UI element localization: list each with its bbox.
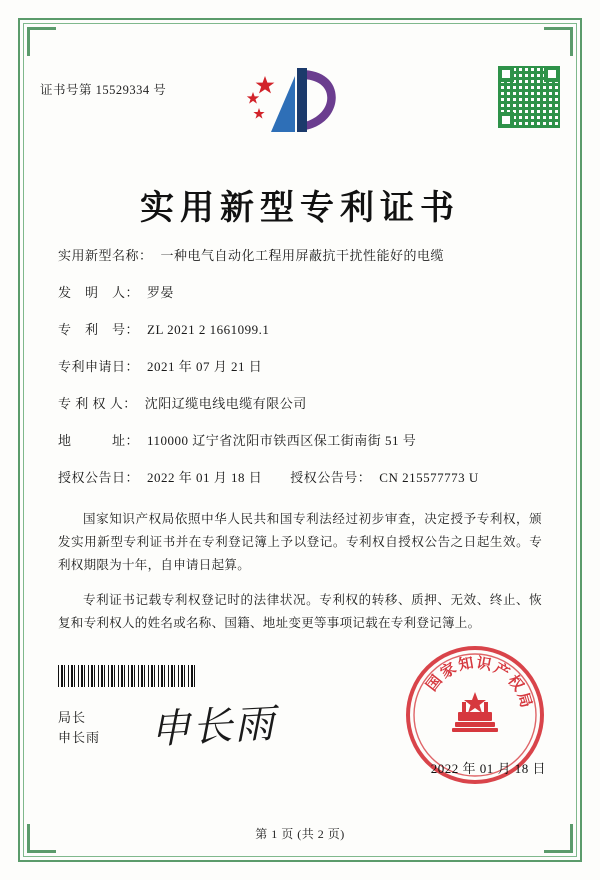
svg-text:权: 权: [504, 672, 527, 695]
field-value: 沈阳辽缆电线电缆有限公司: [144, 396, 307, 411]
legal-paragraph-2: 专利证书记载专利权登记时的法律状况。专利权的转移、质押、无效、终止、恢复和专利权人的姓名或名称、国籍、地址变更等事项记载在专利登记簿上。: [58, 593, 542, 630]
signature-block: [58, 708, 100, 748]
barcode-icon: [58, 665, 198, 687]
legal-text-block: [58, 495, 542, 639]
field-row-patentee: [58, 393, 542, 412]
field-row-application-date: [58, 356, 542, 375]
field-value: ZL 2021 2 1661099.1: [147, 322, 270, 337]
svg-text:识: 识: [475, 655, 493, 674]
field-label: 专 利 号：: [58, 322, 140, 337]
field-label: 专 利 权 人：: [58, 396, 137, 411]
certificate-content: [40, 40, 560, 840]
svg-text:家: 家: [438, 660, 460, 683]
field-value-grant-date: 2022 年 01 月 18 日: [147, 470, 263, 485]
legal-paragraph-1: 国家知识产权局依照中华人民共和国专利法经过初步审查，决定授予专利权，颁发实用新型专利证书并在专利登记簿上予以登记。专利权自授权公告之日起生效。专利权期限为十年，自申请日起算。: [58, 511, 542, 572]
svg-text:知: 知: [457, 655, 475, 674]
field-row-address: [58, 430, 542, 449]
field-value: 2021 年 07 月 21 日: [147, 359, 263, 374]
signatory-name: 申长雨: [58, 730, 101, 745]
svg-text:局: 局: [513, 690, 534, 710]
field-list: [58, 245, 542, 504]
field-label: 实用新型名称：: [58, 248, 153, 263]
field-row-grant-announcement: [58, 467, 542, 486]
qr-code-icon: [498, 66, 560, 128]
field-value: 一种电气自动化工程用屏蔽抗干扰性能好的电缆: [160, 248, 445, 263]
field-row-patent-number: [58, 319, 542, 338]
field-label-announcement-number: 授权公告号：: [290, 470, 372, 485]
svg-text:国: 国: [423, 672, 446, 695]
handwritten-signature: 申长雨: [149, 700, 278, 754]
cnipa-logo-icon: [235, 62, 365, 140]
field-value: 罗晏: [147, 285, 175, 300]
signatory-role: 局长: [58, 710, 87, 725]
field-value-announcement-number: CN 215577773 U: [379, 470, 479, 485]
qr-finder-bottom-left: [498, 112, 514, 128]
seal-date: 2022 年 01 月 18 日: [430, 761, 546, 776]
field-row-inventor: [58, 282, 542, 301]
page-footer: 第 1 页 (共 2 页): [255, 827, 345, 841]
field-label-grant-date: 授权公告日：: [58, 470, 140, 485]
field-row-invention-name: [58, 245, 542, 264]
field-label: 地 址：: [58, 433, 140, 448]
page-title: 实用新型专利证书: [140, 190, 460, 227]
field-label: 发 明 人：: [58, 285, 140, 300]
field-value: 110000 辽宁省沈阳市铁西区保工街南街 51 号: [147, 433, 417, 448]
field-label: 专利申请日：: [58, 359, 140, 374]
certificate-number: 证书号第 15529334 号: [40, 83, 167, 97]
svg-text:产: 产: [490, 660, 512, 683]
